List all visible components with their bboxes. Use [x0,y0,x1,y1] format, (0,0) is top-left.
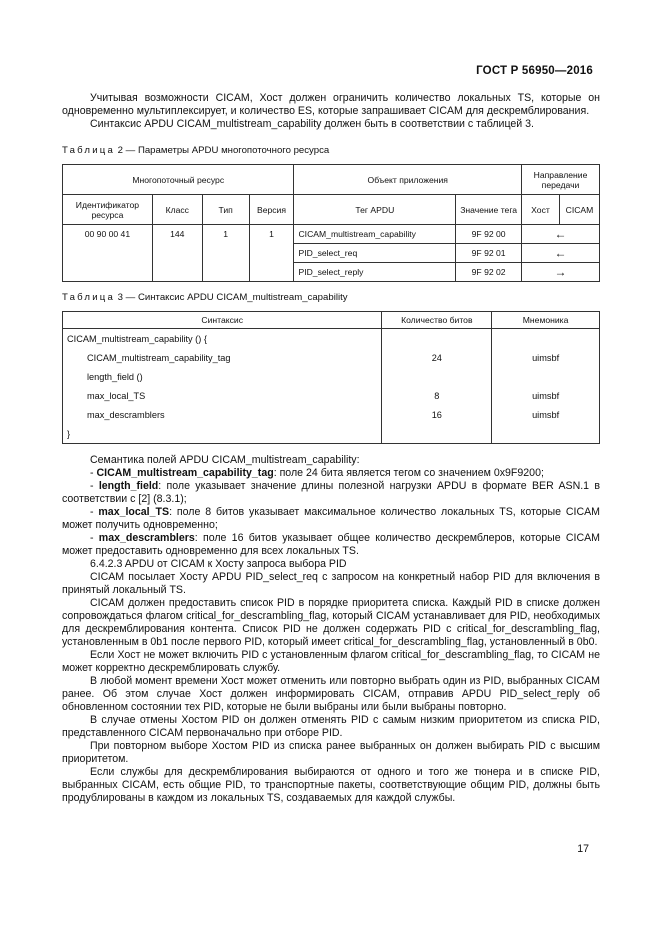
field-term: length_field [98,480,159,492]
resource-type-cell: 1 [202,225,249,282]
section-paragraph: CICAM посылает Хосту APDU PID_select_req с запросом на конкретный набор PID для включения в принятый локальный TS. [62,571,600,596]
group-header-application-object: Объект приложения [294,165,522,195]
intro-paragraph-1: Учитывая возможности CICAM, Хост должен ограничить количество локальных TS, которые он одновременно мультиплексирует, и количество ES, которые запрашивает CICAM для дескремблирования. [62,92,600,117]
column-header: Хост [522,195,560,225]
list-bullet: - [90,532,99,544]
table2-caption-text: 2 — Параметры APDU многопоточного ресурса [115,145,330,156]
section-paragraph: Если Хост не может включить PID с установленным флагом critical_for_descrambling_flag, то CICAM не может корректно дескремблировать службу. [62,649,600,674]
list-item [62,480,600,506]
standard-header: ГОСТ Р 56950—2016 [476,65,593,77]
table-row [63,386,600,405]
page-content [62,90,600,805]
section-paragraph: Если службы для дескремблирования выбираются от одного и того же тюнера и в списке PID, выбранных CICAM, есть общие PID, то транспортные пакеты, соответствующие общим PID, должны быть продублированы в каждом из локальных TS, создаваемых для каждой службы. [62,766,600,804]
bits-cell: 24 [382,348,492,367]
table-row [63,367,600,386]
table-syntax [62,311,600,444]
bits-cell [382,424,492,444]
list-item [62,506,600,532]
table-row [63,405,600,424]
table-row [63,424,600,444]
list-item [62,467,600,480]
column-header: CICAM [559,195,599,225]
apdu-tag-cell: PID_select_req [294,244,456,263]
tag-value-cell: 9F 92 01 [456,244,522,263]
syntax-cell: max_descramblers [63,405,382,424]
mnemonic-cell: uimsbf [492,386,600,405]
table3-caption-label: Таблица [62,292,116,303]
intro-paragraph-2: Синтаксис APDU CICAM_multistream_capability должен быть в соответствии с таблицей 3. [90,118,535,130]
column-header: Мнемоника [492,312,600,329]
field-description: : поле 16 битов указывает общее количество дескремблеров, которые CICAM может предоставить одновременно для всех локальных TS. [62,532,600,557]
table2-caption [62,145,600,156]
semantics-title: Семантика полей APDU CICAM_multistream_capability: [90,454,360,466]
field-term: CICAM_multistream_capability_tag [96,467,274,479]
page-number: 17 [577,843,589,855]
direction-arrow: → [522,263,600,282]
syntax-cell: length_field () [63,367,382,386]
apdu-tag-cell: PID_select_reply [294,263,456,282]
column-header: Идентификатор ресурса [63,195,153,225]
column-header: Тип [202,195,249,225]
group-header-resource: Многопоточный ресурс [63,165,294,195]
apdu-tag-cell: CICAM_multistream_capability [294,225,456,244]
syntax-cell: CICAM_multistream_capability_tag [63,348,382,367]
list-bullet: - [90,467,97,479]
syntax-cell: max_local_TS [63,386,382,405]
mnemonic-cell [492,367,600,386]
bits-cell [382,329,492,349]
group-header-direction: Направление передачи [522,165,600,195]
tag-value-cell: 9F 92 00 [456,225,522,244]
column-header: Синтаксис [63,312,382,329]
field-term: max_descramblers [98,532,195,544]
field-description: : поле 24 бита является тегом со значением 0x9F9200; [273,467,544,479]
section-heading: 6.4.2.3 APDU от CICAM к Хосту запроса выбора PID [90,558,347,570]
direction-arrow: ← [522,244,600,263]
field-term: max_local_TS [98,506,170,518]
column-header: Класс [152,195,202,225]
syntax-cell: CICAM_multistream_capability () { [63,329,382,349]
table2-caption-label: Таблица [62,145,116,156]
resource-version-cell: 1 [249,225,294,282]
mnemonic-cell [492,424,600,444]
tag-value-cell: 9F 92 02 [456,263,522,282]
field-description: : поле 8 битов указывает максимальное количество локальных TS, которые CICAM может получить одновременно; [62,506,600,531]
table-apdu-parameters [62,164,600,282]
syntax-cell: } [63,424,382,444]
resource-id-cell: 00 90 00 41 [63,225,153,282]
bits-cell: 8 [382,386,492,405]
section-paragraph: При повторном выборе Хостом PID из списка ранее выбранных он должен выбирать PID с высшим приоритетом. [62,740,600,765]
section-paragraph: В случае отмены Хостом PID он должен отменять PID с самым низким приоритетом из списка PID, представленного CICAM первоначально при отборе PID. [62,714,600,739]
semantics-list [62,467,600,558]
table-row [63,348,600,367]
direction-arrow: ← [522,225,600,244]
bits-cell [382,367,492,386]
section-paragraph: CICAM должен предоставить список PID в порядке приоритета списка. Каждый PID в списке должен сопровождаться флагом critical_for_descrambling_flag, который CICAM устанавливает для PID, необходимых для дескремблирования контента. Список PID не должен содержать PID с critical_for_descrambling_flag, установленным в 0b1 после первого PID, который имеет critical_for_descrambling_flag, установленный в 0b0. [62,597,600,648]
list-bullet: - [90,506,99,518]
table3-caption-text: 3 — Синтаксис APDU CICAM_multistream_capability [115,292,348,303]
section-paragraph: В любой момент времени Хост может отменить или повторно выбрать один из PID, выбранных CICAM ранее. Об этом случае Хост должен информировать CICAM, отправив APDU PID_select_reply об обновленном состоянии тех PID, которые не были выбраны или были выбраны повторно. [62,675,600,713]
mnemonic-cell [492,329,600,349]
field-description: : поле указывает значение длины полезной нагрузки APDU в формате BER ASN.1 в соответствии с [2] (8.3.1); [62,480,600,505]
column-header: Количество битов [382,312,492,329]
column-header: Версия [249,195,294,225]
table-row [63,329,600,349]
list-bullet: - [90,480,99,492]
list-item [62,532,600,558]
column-header: Значение тега [456,195,522,225]
table-row [63,225,600,244]
column-header: Тег APDU [294,195,456,225]
bits-cell: 16 [382,405,492,424]
resource-class-cell: 144 [152,225,202,282]
mnemonic-cell: uimsbf [492,348,600,367]
table3-caption [62,292,600,303]
mnemonic-cell: uimsbf [492,405,600,424]
